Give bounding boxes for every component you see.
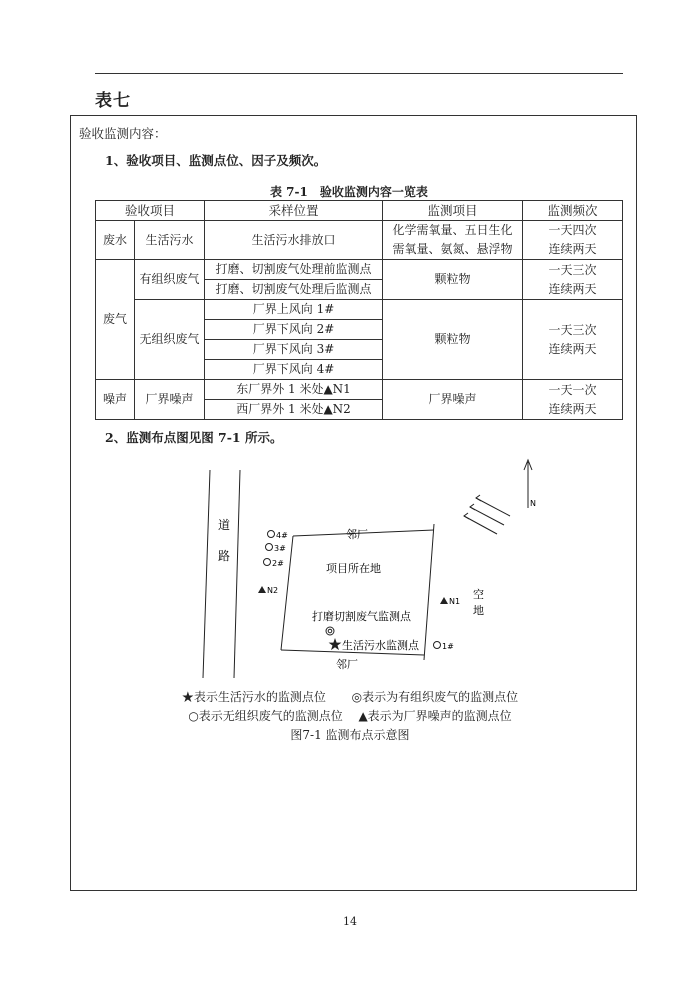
location-cell: 厂界上风向 1# [205, 300, 383, 320]
road-edge-right [234, 470, 240, 678]
section-title: 表七 [95, 91, 131, 111]
neighbor-factory-bottom: 邻厂 [336, 658, 358, 671]
project-site-label: 项目所在地 [326, 562, 381, 575]
point-1-label: 1# [442, 642, 454, 651]
legend-water: ★表示生活污水的监测点位 [181, 690, 326, 704]
item-1-text: 1、验收项目、监测点位、因子及频次。 [105, 153, 327, 168]
frequency-cell [523, 380, 623, 420]
category-cell: 废水 [96, 221, 135, 260]
frequency-cell [523, 260, 623, 300]
table-row-gas-unorganized [96, 300, 623, 320]
subcategory-cell: 生活污水 [135, 221, 205, 260]
water-monitor-star-icon [329, 638, 342, 650]
legend-unorganized-gas: ○表示无组织废气的监测点位 [188, 709, 343, 723]
site-boundary-right [424, 524, 434, 660]
figure-caption: 图7-1 监测布点示意图 [290, 728, 410, 742]
frequency-line: 一天三次 [548, 262, 597, 277]
item-cell [383, 221, 523, 260]
noise-point-n1-icon [440, 597, 448, 604]
header-cell: 监测项目 [383, 201, 523, 221]
road-edge-left [203, 470, 210, 678]
item-cell: 颗粒物 [383, 260, 523, 300]
item-2-text: 2、监测布点图见图 7-1 所示。 [105, 430, 283, 445]
table-header-row [96, 201, 623, 221]
header-cell: 监测频次 [523, 201, 623, 221]
header-rule [95, 73, 623, 74]
gas-monitor-point-icon [326, 627, 334, 635]
point-4-circle-icon [268, 531, 275, 538]
monitoring-table [95, 200, 623, 420]
north-label: N [530, 499, 536, 508]
frequency-cell [523, 221, 623, 260]
site-boundary-left [281, 536, 293, 650]
monitoring-layout-map [0, 450, 700, 685]
frequency-line: 连续两天 [548, 341, 597, 356]
point-2-circle-icon [264, 559, 271, 566]
table-row-gas-organized [96, 260, 623, 280]
legend-line-1 [0, 688, 700, 705]
location-cell: 打磨、切割废气处理前监测点 [205, 260, 383, 280]
location-cell: 西厂界外 1 米处▲N2 [205, 400, 383, 420]
wind-arrows-icon [464, 495, 510, 534]
legend-noise: ▲表示为厂界噪声的监测点位 [358, 709, 512, 723]
category-cell: 噪声 [96, 380, 135, 420]
noise-point-n1-label: N1 [449, 597, 461, 606]
point-1-circle-icon [434, 642, 441, 649]
water-monitor-label: 生活污水监测点 [342, 639, 419, 652]
gas-monitor-point-inner [328, 629, 332, 633]
frequency-line: 一天四次 [548, 223, 597, 237]
frequency-line: 连续两天 [548, 242, 597, 256]
header-cell: 采样位置 [205, 201, 383, 221]
frequency-line: 一天三次 [548, 322, 597, 337]
frequency-line: 连续两天 [548, 281, 597, 296]
frequency-line: 连续两天 [548, 401, 597, 416]
location-cell: 东厂界外 1 米处▲N1 [205, 380, 383, 400]
location-cell: 生活污水排放口 [205, 221, 383, 260]
header-cell: 验收项目 [96, 201, 205, 221]
subcategory-cell: 无组织废气 [135, 300, 205, 380]
location-cell: 打磨、切割废气处理后监测点 [205, 280, 383, 300]
category-cell: 废气 [96, 260, 135, 380]
item-line: 需氧量、氨氮、悬浮物 [392, 242, 513, 256]
point-3-label: 3# [274, 544, 286, 553]
frequency-line: 一天一次 [548, 382, 597, 397]
table-row-wastewater [96, 221, 623, 260]
legend-line-2 [0, 707, 700, 724]
point-2-label: 2# [272, 559, 284, 568]
frequency-cell [523, 300, 623, 380]
intro-text: 验收监测内容： [79, 126, 167, 141]
item-cell: 厂界噪声 [383, 380, 523, 420]
legend-organized-gas: ◎表示为有组织废气的监测点位 [351, 690, 519, 704]
subcategory-cell: 厂界噪声 [135, 380, 205, 420]
location-cell: 厂界下风向 4# [205, 360, 383, 380]
location-cell: 厂界下风向 3# [205, 340, 383, 360]
table-caption: 表 7-1 验收监测内容一览表 [270, 185, 428, 199]
noise-point-n2-icon [258, 586, 266, 593]
subcategory-cell: 有组织废气 [135, 260, 205, 300]
open-land-label: 地 [473, 604, 484, 617]
point-3-circle-icon [266, 544, 273, 551]
location-cell: 厂界下风向 2# [205, 320, 383, 340]
road-label: 路 [218, 549, 231, 563]
item-line: 化学需氧量、五日生化 [392, 223, 513, 237]
noise-point-n2-label: N2 [267, 586, 279, 595]
neighbor-factory-top: 邻厂 [346, 528, 368, 541]
page-number: 14 [343, 915, 357, 928]
item-cell: 颗粒物 [383, 300, 523, 380]
table-row-noise [96, 380, 623, 400]
open-land-label: 空 [473, 588, 484, 601]
point-4-label: 4# [276, 531, 288, 540]
gas-monitor-label: 打磨切割废气监测点 [312, 610, 411, 623]
road-label: 道 [218, 518, 231, 532]
